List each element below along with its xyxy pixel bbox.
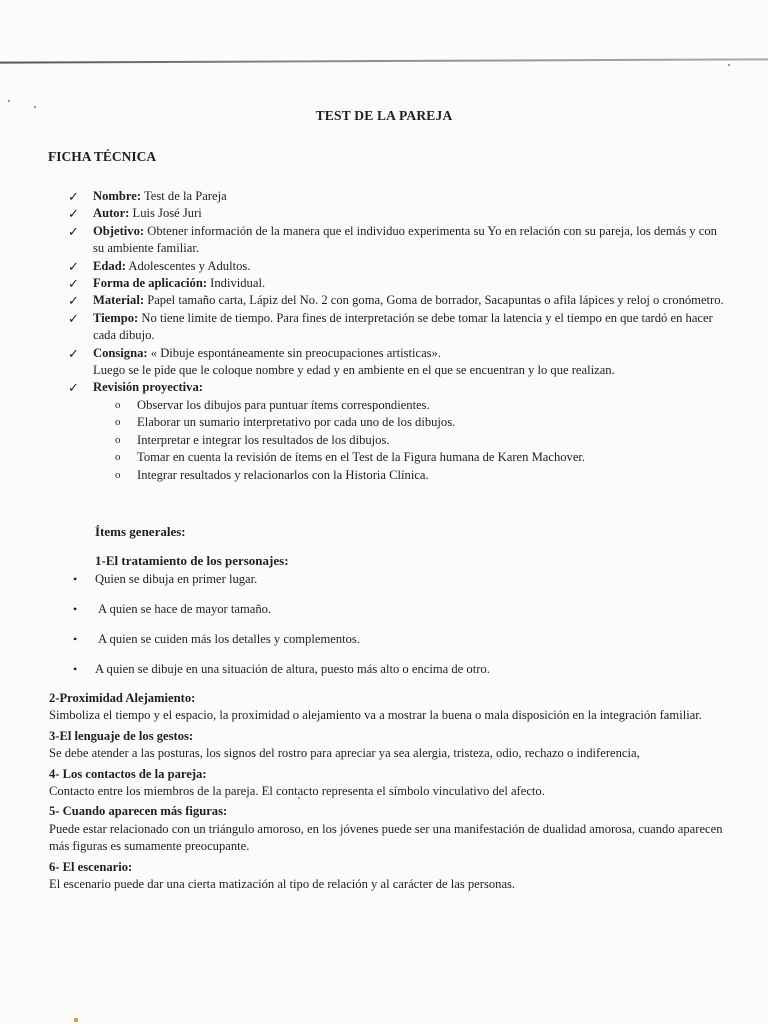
- sub-item-text: Observar los dibujos para puntuar ítems correspondientes.: [137, 397, 430, 412]
- section-heading: 4- Los contactos de la pareja:: [49, 766, 207, 781]
- item-label: Objetivo:: [93, 223, 145, 238]
- sub-item-text: Integrar resultados y relacionarlos con la Historia Clínica.: [137, 467, 429, 482]
- check-icon: ✓: [68, 310, 79, 326]
- item-text: Papel tamaño carta, Lápiz del No. 2 con goma, Goma de borrador, Sacapuntas o afila lápices y reloj o cronómetro.: [144, 293, 724, 308]
- bullet-icon: •: [73, 662, 78, 676]
- section-heading: 6- El escenario:: [49, 859, 133, 874]
- bullet-icon: •: [73, 602, 78, 616]
- check-icon: ✓: [68, 345, 79, 361]
- sub-item: [115, 449, 728, 466]
- section-text: Se debe atender a las posturas, los signos del rostro para apreciar ya sea alergia, tristeza, odio, rechazo o indiferencia,: [49, 746, 640, 761]
- item-text: Luis José Juri: [129, 206, 202, 221]
- circle-bullet-icon: o: [115, 451, 121, 464]
- scan-speck: [728, 64, 730, 66]
- item-extra-text: Luego se le pide que le coloque nombre y edad y en ambiente en el que se encuentran y lo que realizan.: [93, 363, 615, 378]
- item-label: Edad:: [93, 258, 126, 273]
- check-icon: ✓: [68, 276, 79, 292]
- section: [49, 859, 739, 894]
- sections-block: [49, 690, 739, 896]
- check-icon: ✓: [68, 380, 79, 396]
- section-heading: 5- Cuando aparecen más figuras:: [49, 804, 228, 819]
- item-label: Consigna:: [93, 345, 148, 360]
- list-item-text: Quien se dibuja en primer lugar.: [95, 572, 258, 586]
- sub-item-text: Interpretar e integrar los resultados de los dibujos.: [137, 432, 390, 447]
- list-item: [70, 601, 490, 631]
- item-text: Individual.: [207, 276, 266, 291]
- section-text: Simboliza el tiempo y el espacio, la proximidad o alejamiento va a mostrar la buena o mala disposición en la integración familiar.: [49, 708, 702, 723]
- check-item: [68, 379, 728, 483]
- sub-item: [115, 467, 728, 484]
- tratamiento-list: [70, 571, 490, 691]
- item-text: Test de la Pareja: [141, 189, 227, 203]
- item-text: « Dibuje espontáneamente sin preocupaciones artisticas».: [147, 345, 442, 360]
- item-label: Nombre:: [93, 189, 142, 203]
- check-icon: ✓: [68, 258, 79, 274]
- check-item: [68, 258, 728, 275]
- bullet-icon: •: [73, 632, 78, 646]
- sub-item-text: Elaborar un sumario interpretativo por cada uno de los dibujos.: [137, 415, 456, 430]
- item-text: Obtener información de la manera que el individuo experimenta su Yo en relación con su pareja, los demás y con su ambiente familiar.: [93, 223, 717, 256]
- item-text: No tiene limite de tiempo. Para fines de interpretación se debe tomar la latencia y el tiempo en que tardó en hacer cada dibujo.: [93, 310, 713, 343]
- page-title: TEST DE LA PAREJA: [315, 108, 453, 123]
- item-label: Material:: [93, 293, 145, 308]
- section: [49, 690, 739, 725]
- tratamiento-heading: 1-El tratamiento de los personajes:: [95, 553, 289, 568]
- circle-bullet-icon: o: [115, 468, 121, 481]
- list-item-text: A quien se cuiden más los detalles y complementos.: [98, 632, 360, 646]
- check-item: [68, 345, 728, 380]
- list-item-text: A quien se hace de mayor tamaño.: [98, 602, 272, 616]
- check-item: [68, 292, 728, 309]
- item-label: Revisión proyectiva:: [93, 380, 203, 395]
- items-generales-heading: Ítems generales:: [95, 524, 186, 539]
- section-text: Contacto entre los miembros de la pareja. El contacto representa el símbolo vinculativo del afecto.: [49, 784, 545, 799]
- check-item: [68, 205, 728, 222]
- check-icon: ✓: [68, 293, 79, 309]
- revision-sublist: [93, 397, 728, 484]
- sub-item-text: Tomar en cuenta la revisión de ítems en el Test de la Figura humana de Karen Machover.: [137, 450, 586, 465]
- circle-bullet-icon: o: [115, 433, 121, 446]
- circle-bullet-icon: o: [115, 416, 121, 429]
- list-item-text: A quien se dibuje en una situación de altura, puesto más alto o encima de otro.: [95, 662, 490, 676]
- check-item: [68, 223, 728, 258]
- scan-speck: [8, 100, 10, 102]
- check-icon: ✓: [68, 206, 79, 222]
- section-text: Puede estar relacionado con un triángulo amoroso, en los jóvenes puede ser una manifestación de dualidad amorosa, cuando aparecen más figuras es sumamente preocupante.: [49, 821, 723, 854]
- item-label: Tiempo:: [93, 310, 139, 325]
- check-item: [68, 188, 728, 205]
- list-item: [70, 571, 490, 601]
- section: [49, 766, 739, 801]
- sub-item: [115, 432, 728, 449]
- section-text: El escenario puede dar una cierta matización al tipo de relación y al carácter de las personas.: [49, 877, 516, 892]
- list-item: [70, 631, 490, 661]
- check-icon: ✓: [68, 223, 79, 239]
- section-heading-ficha: FICHA TÉCNICA: [48, 149, 157, 164]
- item-text: Adolescentes y Adultos.: [125, 258, 251, 273]
- sub-item: [115, 414, 728, 431]
- top-rule: [0, 58, 768, 63]
- section-heading: 2-Proximidad Alejamiento:: [49, 691, 196, 705]
- bullet-icon: •: [73, 572, 78, 586]
- sub-item: [115, 397, 728, 414]
- scan-speck: [74, 1018, 78, 1022]
- circle-bullet-icon: o: [115, 398, 121, 411]
- check-item: [68, 275, 728, 292]
- list-item: [70, 661, 490, 691]
- ficha-checklist: [68, 188, 728, 484]
- section: [49, 803, 739, 855]
- section: [49, 728, 739, 763]
- check-icon: ✓: [68, 189, 79, 204]
- section-heading: 3-El lenguaje de los gestos:: [49, 728, 194, 743]
- item-label: Autor:: [93, 206, 130, 221]
- item-label: Forma de aplicación:: [93, 276, 208, 291]
- check-item: [68, 310, 728, 345]
